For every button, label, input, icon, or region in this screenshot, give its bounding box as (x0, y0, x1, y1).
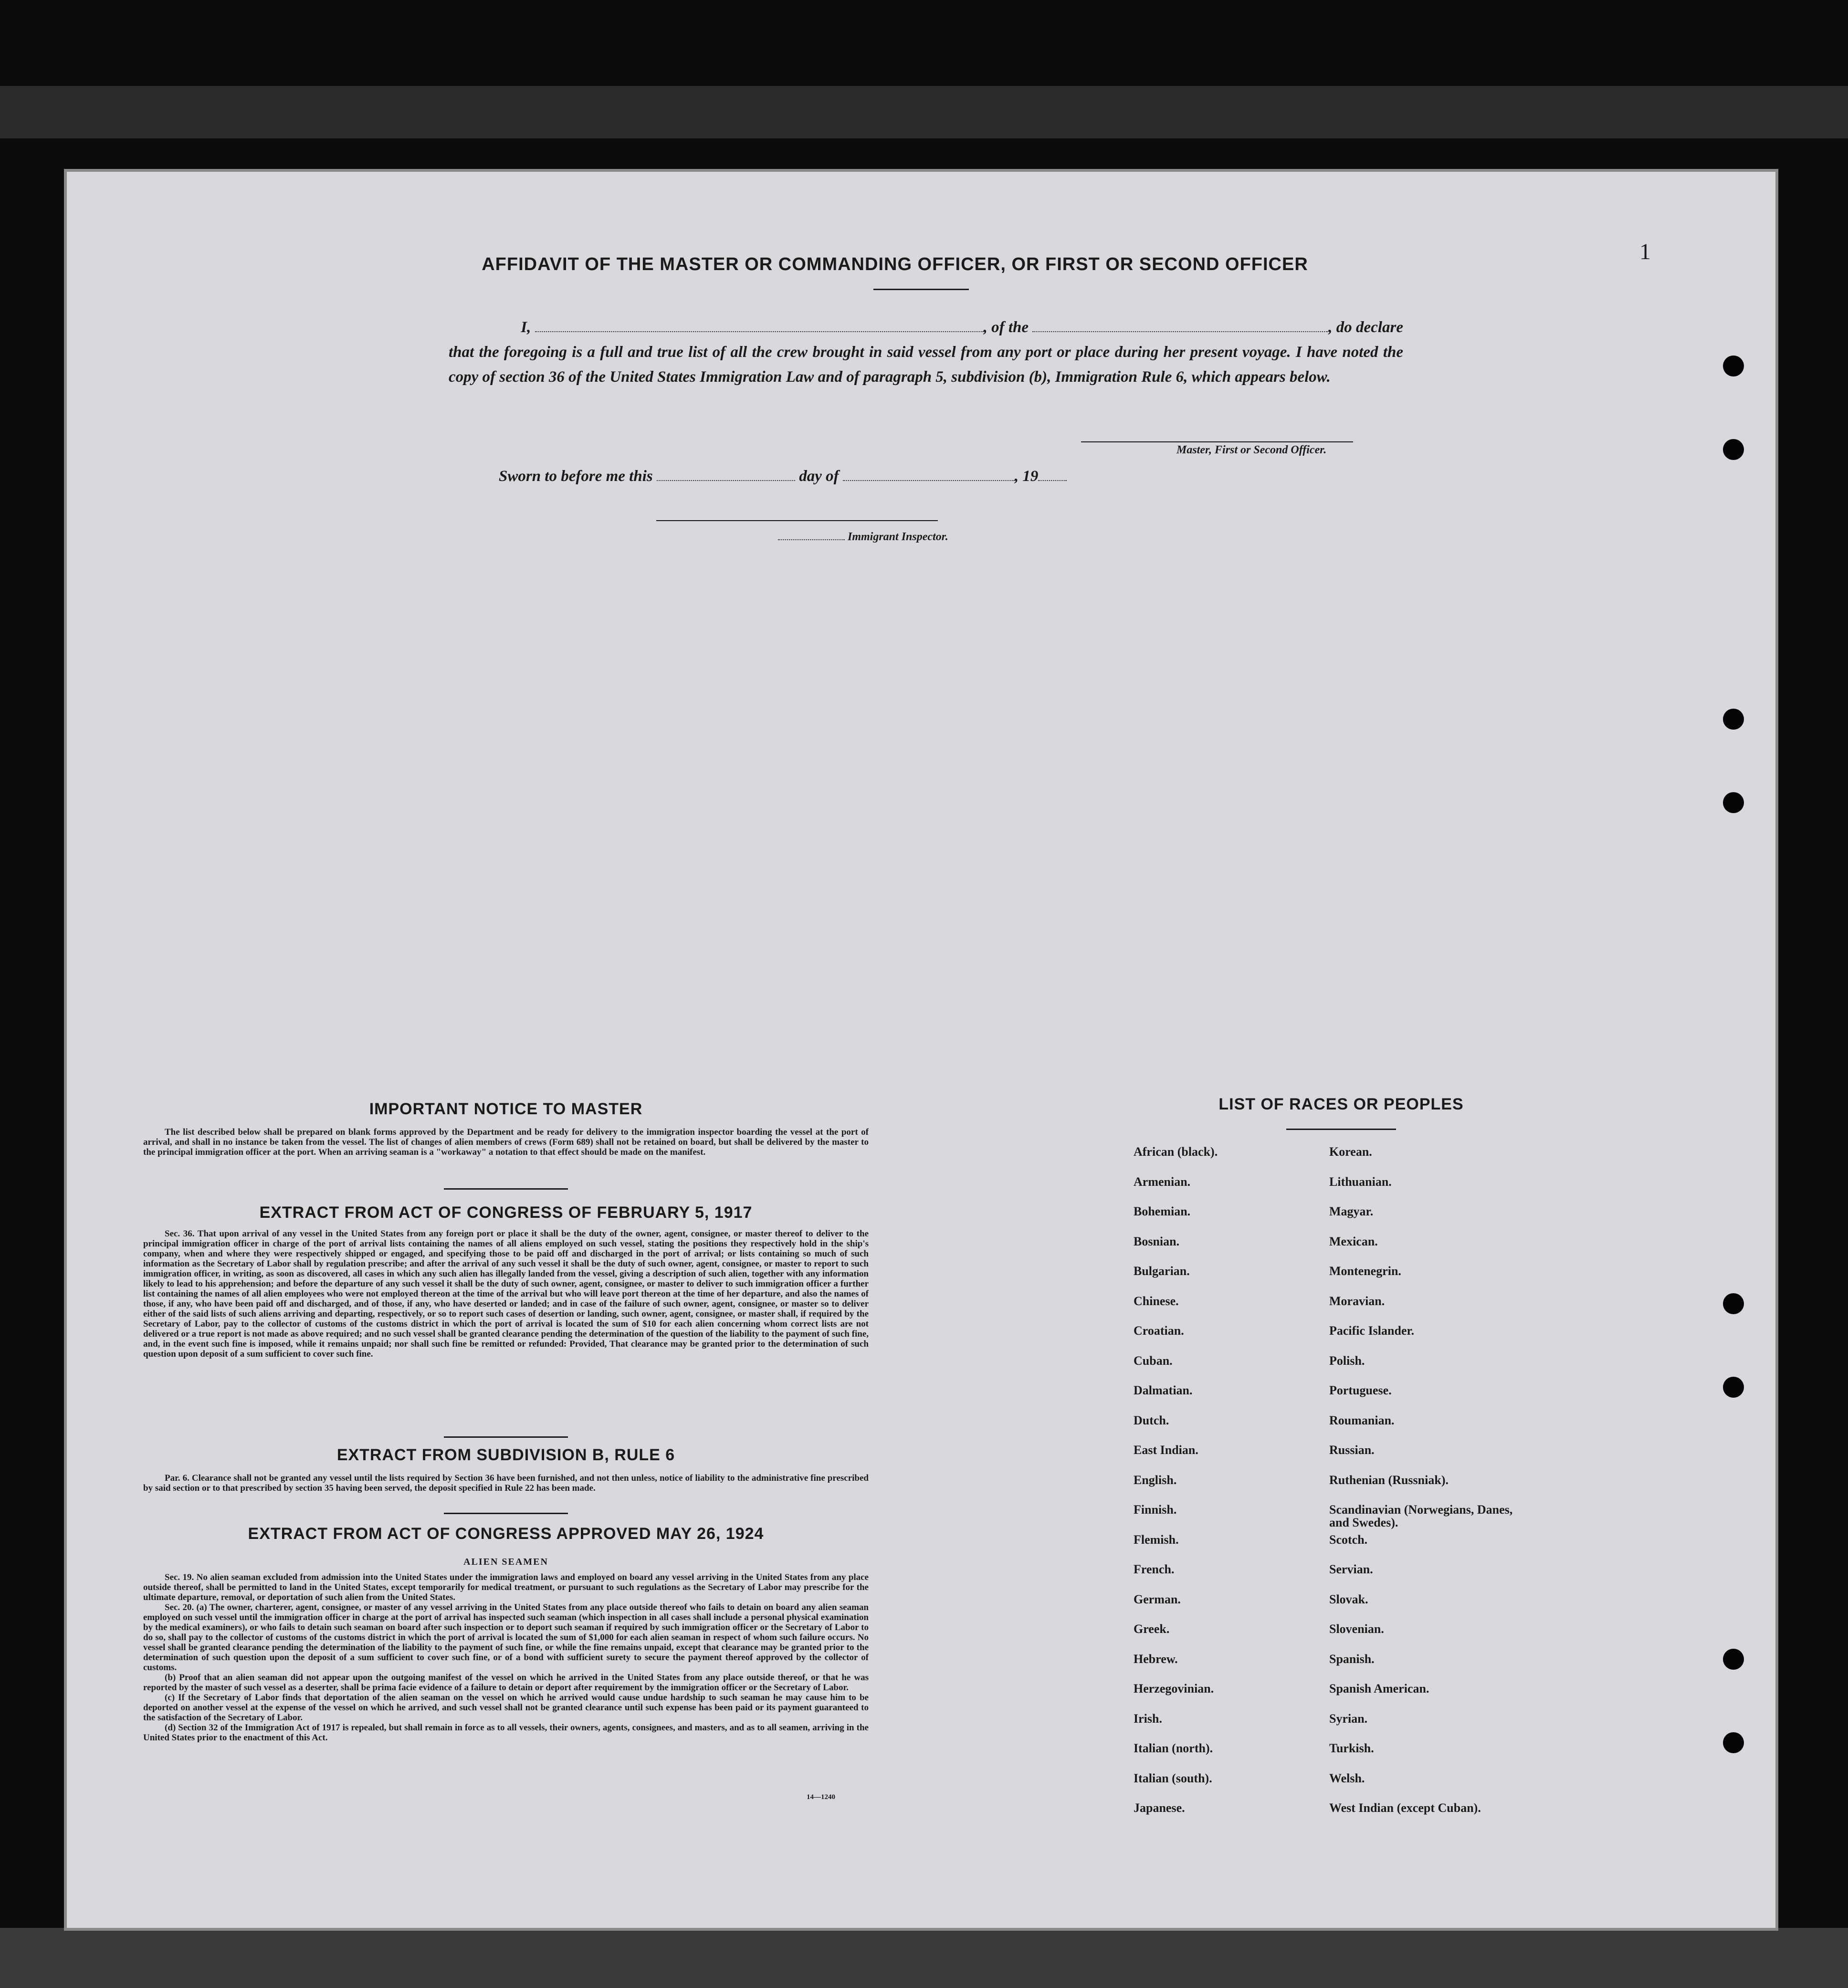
race-item: Ruthenian (Russniak). (1329, 1473, 1449, 1487)
race-item: Finnish. (1134, 1503, 1177, 1517)
alien-seamen-subtitle: ALIEN SEAMEN (463, 1557, 548, 1567)
race-item: Hebrew. (1134, 1652, 1178, 1666)
notice-title: IMPORTANT NOTICE TO MASTER (369, 1100, 643, 1118)
page-number: 1 (1639, 239, 1651, 264)
races-title: LIST OF RACES OR PEOPLES (1218, 1095, 1464, 1113)
race-item: Greek. (1134, 1622, 1170, 1636)
binder-hole (1723, 1649, 1744, 1670)
race-item: Chinese. (1134, 1294, 1179, 1308)
race-item: Roumanian. (1329, 1413, 1395, 1427)
race-item: Syrian. (1329, 1711, 1368, 1726)
affidavit-do-declare: , do declare (1328, 319, 1403, 336)
race-item: English. (1134, 1473, 1177, 1487)
race-item: Japanese. (1134, 1801, 1185, 1815)
sworn-day-blank (657, 480, 795, 481)
race-item: Magyar. (1329, 1204, 1374, 1218)
sworn-month-blank (843, 480, 1015, 481)
affidavit-title: AFFIDAVIT OF THE MASTER OR COMMANDING OFFICER, OR FIRST OR SECOND OFFICER (482, 254, 1308, 274)
affidavit-body: that the foregoing is a full and true list of all the crew brought in said vessel from any port or place during her present voyage. I have noted the copy of section 36 of the United States Immigration Law and of paragraph 5, subdivision (b), Immigration Rule 6, which appears below. (449, 344, 1403, 386)
race-item: Croatian. (1134, 1324, 1184, 1338)
race-item: East Indian. (1134, 1443, 1198, 1457)
extract-1924-para: (d) Section 32 of the Immigration Act of 1917 is repealed, but shall remain in force as to all vessels, their owners, agents, consignees, and masters, and as to all seamen, arriving in the United States prior to the enactment of this Act. (143, 1723, 869, 1743)
races-rule (1286, 1129, 1396, 1130)
inspector-label: Immigrant Inspector. (848, 531, 948, 543)
race-item: Bohemian. (1134, 1204, 1191, 1218)
race-item: Italian (north). (1134, 1741, 1213, 1755)
sworn-text: Sworn to before me this (499, 468, 653, 485)
race-item: Dalmatian. (1134, 1383, 1193, 1397)
race-item: Cuban. (1134, 1353, 1173, 1368)
master-label: Master, First or Second Officer. (1176, 444, 1327, 456)
race-item: Spanish American. (1329, 1682, 1429, 1695)
extract-1917-title: EXTRACT FROM ACT OF CONGRESS OF FEBRUARY 5, 1917 (259, 1203, 753, 1222)
race-item: French. (1134, 1562, 1175, 1576)
inspector-line (778, 531, 948, 544)
race-item: Slovenian. (1329, 1622, 1384, 1636)
rule6-block (143, 1473, 869, 1493)
binder-hole (1723, 792, 1744, 813)
film-band-bottom (0, 1928, 1848, 1988)
race-item: Scandinavian (Norwegians, Danes, and Swedes). (1329, 1503, 1513, 1529)
vessel-blank (1032, 331, 1328, 332)
sworn-line (499, 468, 1067, 485)
extract-1917-block (143, 1229, 869, 1359)
film-band-top (0, 86, 1848, 138)
year-blank (1038, 480, 1067, 481)
form-number: 14—1240 (807, 1793, 835, 1801)
binder-hole (1723, 1732, 1744, 1753)
extract-1924-para: Sec. 20. (a) The owner, charterer, agent, consignee, or master of any vessel arriving in the United States from any place outside thereof who fails to detain on board any alien seaman employed on such vessel until the immigration officer in charge at the port of arrival has inspected such seaman (which inspection in all cases shall include a personal physical examination by the medical examiners), or who fails to detain such seaman on board after such inspection or to deport such seaman if required by such immigration officer or the Secretary of Labor to do so, shall pay to the collector of customs of the customs district in which the port of arrival is located the sum of $1,000 for each alien seaman in respect of whom such failure occurs. No vessel shall be granted clearance pending the determination of the liability to the payment of such fine, or while the fine remains unpaid, except that clearance may be granted prior to the determination of such question upon the deposit of a sum sufficient to cover such fine, or of a bond with sufficient surety to secure the payment thereof approved by the collector of customs. (143, 1602, 869, 1673)
inspector-signature-line (656, 520, 938, 521)
race-item: Portuguese. (1329, 1383, 1392, 1397)
race-item: Welsh. (1329, 1771, 1365, 1785)
notice-text: The list described below shall be prepared on blank forms approved by the Department and be ready for delivery to the immigration inspector boarding the vessel at the port of arrival, and shall in no instance be taken from the vessel. The list of changes of alien members of crews (Form 689) shall not be retained on board, but shall be delivered by the master to the principal immigration officer at the port. When an arriving seaman is a "workaway" a notation to that effect should be made on the manifest. (143, 1127, 869, 1157)
extract-1924-para: (c) If the Secretary of Labor finds that deportation of the alien seaman on the vessel on which he arrived would cause undue hardship to such seaman he may cause him to be deported on another vessel at the expense of the vessel on which he arrived, and such vessel shall not be granted clearance until such expense has been paid or its payment guaranteed to the satisfaction of the Secretary of Labor. (143, 1693, 869, 1723)
race-item: Italian (south). (1134, 1771, 1212, 1785)
race-item: Pacific Islander. (1329, 1324, 1415, 1338)
binder-hole (1723, 356, 1744, 377)
race-item: Dutch. (1134, 1413, 1169, 1427)
name-blank (535, 331, 984, 332)
race-item: Korean. (1329, 1145, 1372, 1159)
race-item: Spanish. (1329, 1652, 1375, 1666)
year-text: , 19 (1014, 468, 1039, 485)
race-item: German. (1134, 1592, 1181, 1606)
title-rule (873, 289, 969, 290)
race-item: Flemish. (1134, 1532, 1179, 1547)
race-item: Herzegovinian. (1134, 1682, 1214, 1695)
binder-hole (1723, 1377, 1744, 1398)
binder-hole (1723, 1293, 1744, 1314)
race-item: Scotch. (1329, 1532, 1368, 1547)
rule6-text: Par. 6. Clearance shall not be granted any vessel until the lists required by Section 36 have been furnished, and not then unless, notice of liability to the administrative fine prescribed by said section or to that prescribed by section 35 having been served, the deposit specified in Rule 22 has been made. (143, 1473, 869, 1493)
extract-1924-title: EXTRACT FROM ACT OF CONGRESS APPROVED MAY 26, 1924 (248, 1525, 764, 1543)
race-item: Bosnian. (1134, 1234, 1180, 1248)
race-item: Mexican. (1329, 1234, 1378, 1248)
race-item: Bulgarian. (1134, 1264, 1190, 1278)
master-signature-line (1081, 441, 1353, 442)
extract-1917-text: Sec. 36. That upon arrival of any vessel in the United States from any foreign port or place it shall be the duty of the owner, agent, consignee, or master thereof to deliver to the principal immigration officer in charge of the port of arrival lists containing the names of all aliens employed on such vessel, stating the positions they respectively hold in the ship's company, when and where they were respectively shipped or engaged, and specifying those to be paid off and discharged in the port of arrival; or lists containing so much of such information as the Secretary of Labor shall by regulation prescribe; and after the arrival of any such vessel it shall be the duty of such owner, agent, consignee, or master to report to such immigration officer, in writing, as soon as discovered, all cases in which any such alien has illegally landed from the vessel, giving a description of such alien, together with any information likely to lead to his apprehension; and before the departure of any such vessel it shall be the duty of such owner, agent, consignee, or master to deliver to such immigration officer a further list containing the names of all alien employees who were not employed thereon at the time of the arrival but who will leave port thereon at the time of her departure, and also the names of those, if any, who have been paid off and discharged, and of those, if any, who have deserted or landed; and in case of the failure of such owner, agent, consignee, or master so to deliver either of the said lists of such aliens arriving and departing, respectively, or so to report such cases of desertion or landing, such owner, agent, consignee, or master shall, if required by the Secretary of Labor, pay to the collector of customs of the customs district in which the port of arrival is located the sum of $10 for each alien concerning whom correct lists are not delivered or a true report is not made as above required; and no such vessel shall be granted clearance pending the determination of the question of the liability to the payment of such fine, and, in the event such fine is imposed, while it remains unpaid; nor shall such fine be remitted or refunded: Provided, That clearance may be granted prior to the determination of such question upon deposit of a sum sufficient to cover such fine. (143, 1229, 869, 1359)
race-item: Moravian. (1329, 1294, 1385, 1308)
race-item: Servian. (1329, 1562, 1373, 1576)
binder-hole (1723, 709, 1744, 730)
rule6-rule (444, 1513, 568, 1514)
extract-1924-para: Sec. 19. No alien seaman excluded from admission into the United States under the immigration laws and employed on board any vessel arriving in the United States from any place outside thereof, shall be permitted to land in the United States, except temporarily for medical treatment, or pursuant to such regulations as the Secretary of Labor may prescribe for the ultimate departure, removal, or deportation of such alien from the United States. (143, 1572, 869, 1602)
extract-1924-para: (b) Proof that an alien seaman did not appear upon the outgoing manifest of the vessel on which he arrived in the United States from any place outside thereof, or that he was reported by the master of such vessel as a deserter, shall be prima facie evidence of a failure to detain or deport after requirement by the immigration officer or the Secretary of Labor. (143, 1673, 869, 1693)
rule6-title: EXTRACT FROM SUBDIVISION B, RULE 6 (336, 1446, 675, 1464)
race-item: Montenegrin. (1329, 1264, 1401, 1278)
inspector-blank (778, 539, 845, 540)
affidavit-i: I, (521, 319, 531, 336)
binder-hole (1723, 439, 1744, 460)
race-item: Irish. (1134, 1711, 1162, 1726)
notice-text-block (143, 1127, 869, 1157)
day-of-text: day of (799, 468, 839, 485)
extract-1924-block (143, 1572, 869, 1743)
race-item: Lithuanian. (1329, 1174, 1392, 1189)
race-item: West Indian (except Cuban). (1329, 1801, 1481, 1815)
race-item: Russian. (1329, 1443, 1375, 1457)
race-item: Polish. (1329, 1353, 1365, 1368)
affidavit-of-the: , of the (983, 319, 1029, 336)
race-item: African (black). (1134, 1145, 1218, 1159)
race-item: Turkish. (1329, 1741, 1374, 1755)
notice-rule (444, 1188, 568, 1190)
race-item: Armenian. (1134, 1174, 1191, 1189)
extract-1917-rule (444, 1436, 568, 1438)
race-item: Slovak. (1329, 1592, 1368, 1606)
affidavit-block (449, 315, 1403, 389)
